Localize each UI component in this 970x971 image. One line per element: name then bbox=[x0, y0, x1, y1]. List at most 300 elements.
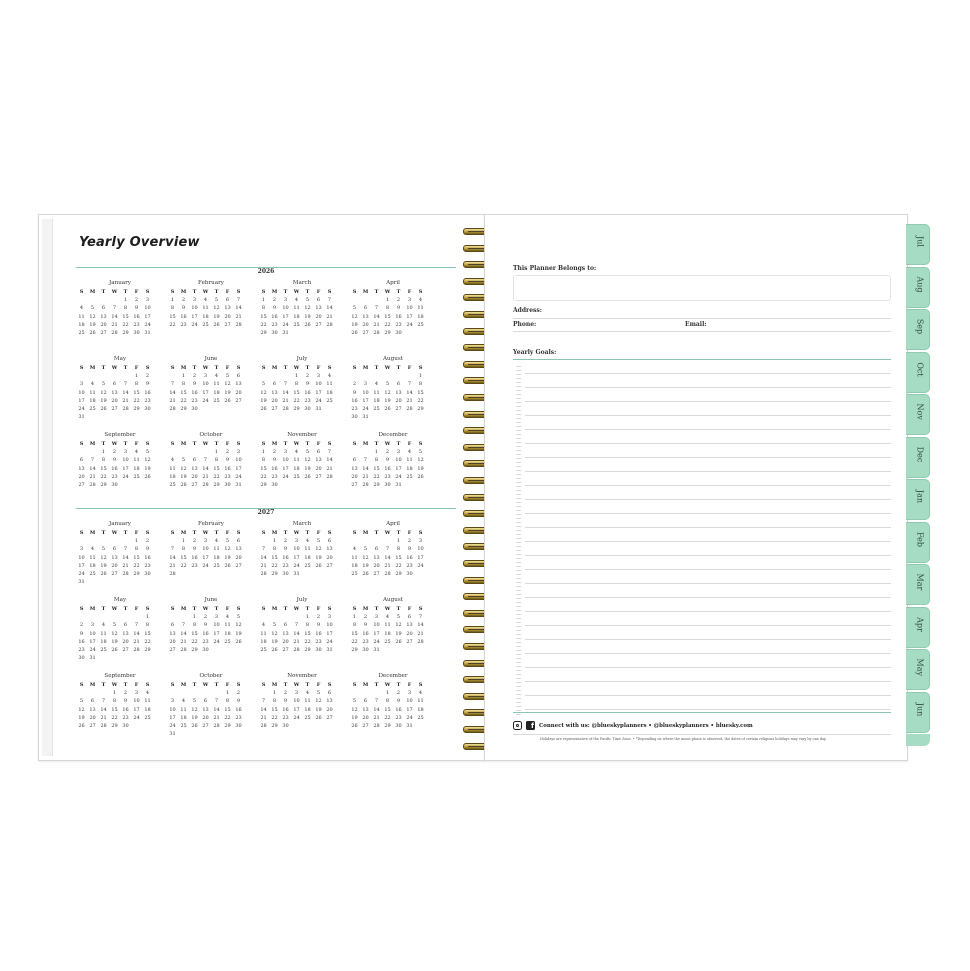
day-number: 1 bbox=[385, 690, 390, 696]
weekday-letter: T bbox=[101, 441, 106, 447]
month-calendar bbox=[349, 596, 437, 672]
weekday-letter: T bbox=[192, 606, 197, 612]
day-number: 22 bbox=[260, 473, 267, 480]
day-number: 25 bbox=[133, 473, 140, 480]
weekday-letter: F bbox=[316, 441, 321, 447]
goal-line[interactable] bbox=[525, 471, 891, 472]
day-number: 13 bbox=[111, 389, 118, 396]
day-number: 24 bbox=[122, 473, 129, 480]
day-number: 18 bbox=[293, 313, 300, 320]
month-tab[interactable] bbox=[906, 607, 930, 648]
month-tab[interactable] bbox=[906, 267, 930, 308]
day-number: 13 bbox=[271, 389, 278, 396]
goal-line[interactable] bbox=[525, 499, 891, 500]
day-number: 19 bbox=[100, 562, 107, 569]
day-grid bbox=[349, 372, 437, 422]
weekday-letter: S bbox=[145, 606, 150, 612]
day-number: 24 bbox=[293, 714, 300, 721]
day-number: 13 bbox=[78, 465, 85, 472]
weekday-letter: S bbox=[236, 365, 241, 371]
day-number: 23 bbox=[362, 638, 369, 645]
day-number: 6 bbox=[90, 698, 95, 705]
weekday-letter: S bbox=[236, 441, 241, 447]
day-number: 27 bbox=[224, 321, 231, 328]
weekday-letter: F bbox=[407, 682, 412, 688]
day-number: 25 bbox=[213, 397, 220, 404]
month-name: June bbox=[204, 356, 218, 362]
goal-line[interactable] bbox=[525, 709, 891, 710]
day-number: 19 bbox=[417, 465, 424, 472]
day-number: 6 bbox=[316, 449, 321, 455]
day-number: 13 bbox=[406, 622, 413, 629]
day-number: 29 bbox=[180, 406, 187, 413]
day-number: 24 bbox=[373, 638, 380, 645]
day-number: 7 bbox=[327, 449, 332, 455]
day-number: 29 bbox=[133, 571, 140, 578]
month-name: May bbox=[113, 597, 127, 603]
weekday-letter: S bbox=[79, 365, 84, 371]
day-number: 22 bbox=[180, 562, 187, 569]
weekday-header bbox=[167, 605, 255, 613]
day-number: 19 bbox=[362, 562, 369, 569]
day-number: 10 bbox=[293, 698, 300, 705]
day-number: 10 bbox=[202, 546, 209, 553]
empty-day bbox=[178, 613, 189, 621]
goal-line[interactable] bbox=[525, 583, 891, 584]
day-number: 7 bbox=[170, 546, 175, 553]
weekday-letter: W bbox=[293, 289, 300, 295]
day-number: 7 bbox=[385, 546, 390, 553]
day-number: 1 bbox=[374, 449, 379, 455]
weekday-letter: S bbox=[170, 289, 175, 295]
day-grid bbox=[76, 537, 164, 587]
day-number: 12 bbox=[351, 313, 358, 320]
goal-line[interactable] bbox=[525, 625, 891, 626]
day-number: 24 bbox=[417, 562, 424, 569]
day-number: 22 bbox=[417, 397, 424, 404]
day-number: 17 bbox=[417, 554, 424, 561]
day-number: 15 bbox=[417, 389, 424, 396]
weekday-letter: S bbox=[170, 441, 175, 447]
empty-day bbox=[349, 537, 360, 545]
day-number: 19 bbox=[351, 714, 358, 721]
day-number: 6 bbox=[236, 538, 241, 544]
day-number: 7 bbox=[418, 614, 423, 620]
day-number: 2 bbox=[112, 449, 117, 455]
day-number: 20 bbox=[326, 706, 333, 713]
day-number: 2 bbox=[192, 538, 197, 544]
day-number: 10 bbox=[89, 630, 96, 637]
day-number: 2 bbox=[79, 622, 84, 629]
goal-line[interactable] bbox=[525, 569, 891, 570]
day-number: 2 bbox=[145, 538, 150, 544]
day-number: 10 bbox=[395, 457, 402, 464]
goal-line[interactable] bbox=[525, 443, 891, 444]
day-number: 15 bbox=[384, 313, 391, 320]
day-number: 4 bbox=[134, 449, 139, 455]
day-number: 28 bbox=[122, 406, 129, 413]
month-tab[interactable] bbox=[906, 352, 930, 393]
day-number: 18 bbox=[169, 473, 176, 480]
day-number: 20 bbox=[271, 397, 278, 404]
weekday-header bbox=[349, 605, 437, 613]
month-tab[interactable] bbox=[906, 649, 930, 690]
day-number: 29 bbox=[100, 482, 107, 489]
day-number: 6 bbox=[236, 373, 241, 379]
empty-day bbox=[76, 372, 87, 380]
owner-name-field[interactable] bbox=[513, 275, 891, 301]
weekday-letter: F bbox=[316, 289, 321, 295]
weekday-letter: S bbox=[79, 606, 84, 612]
day-number: 6 bbox=[327, 538, 332, 544]
day-number: 4 bbox=[90, 546, 95, 553]
day-number: 9 bbox=[134, 305, 139, 312]
day-number: 17 bbox=[293, 554, 300, 561]
day-number: 10 bbox=[78, 554, 85, 561]
empty-day bbox=[120, 372, 131, 380]
weekday-letter: T bbox=[214, 530, 219, 536]
day-number: 22 bbox=[224, 714, 231, 721]
month-tab-label: Sep bbox=[915, 318, 925, 335]
day-number: 10 bbox=[282, 305, 289, 312]
weekday-letter: F bbox=[407, 606, 412, 612]
day-number: 6 bbox=[192, 457, 197, 464]
day-number: 25 bbox=[304, 714, 311, 721]
day-number: 4 bbox=[225, 614, 230, 620]
day-number: 10 bbox=[406, 698, 413, 705]
day-number: 9 bbox=[181, 305, 186, 312]
weekday-letter: M bbox=[362, 530, 369, 536]
day-number: 15 bbox=[122, 313, 129, 320]
weekday-letter: T bbox=[192, 365, 197, 371]
weekday-letter: M bbox=[89, 606, 96, 612]
day-number: 8 bbox=[374, 457, 379, 464]
empty-day bbox=[76, 613, 87, 621]
day-number: 3 bbox=[407, 690, 412, 696]
month-tab[interactable] bbox=[906, 394, 930, 435]
goal-line[interactable] bbox=[525, 457, 891, 458]
day-number: 26 bbox=[180, 482, 187, 489]
empty-day bbox=[382, 372, 393, 380]
day-number: 23 bbox=[144, 397, 151, 404]
day-number: 21 bbox=[213, 714, 220, 721]
goal-line[interactable] bbox=[525, 513, 891, 514]
day-number: 27 bbox=[362, 330, 369, 337]
day-number: 13 bbox=[224, 305, 231, 312]
weekday-letter: W bbox=[293, 530, 300, 536]
goal-line[interactable] bbox=[525, 401, 891, 402]
goal-line[interactable] bbox=[525, 639, 891, 640]
address-line[interactable] bbox=[513, 318, 891, 319]
month-tab[interactable] bbox=[906, 479, 930, 520]
day-grid bbox=[167, 613, 255, 654]
day-number: 11 bbox=[169, 465, 176, 472]
day-number: 25 bbox=[260, 647, 267, 654]
day-number: 30 bbox=[191, 406, 198, 413]
day-number: 18 bbox=[89, 562, 96, 569]
day-number: 27 bbox=[169, 647, 176, 654]
day-number: 5 bbox=[112, 622, 117, 629]
weekday-letter: T bbox=[374, 606, 379, 612]
month-tab[interactable] bbox=[906, 522, 930, 563]
day-number: 26 bbox=[224, 397, 231, 404]
day-number: 27 bbox=[89, 723, 96, 730]
day-number: 4 bbox=[305, 538, 310, 544]
day-number: 20 bbox=[351, 473, 358, 480]
weekday-letter: S bbox=[352, 365, 357, 371]
day-number: 4 bbox=[352, 546, 357, 553]
weekday-letter: F bbox=[225, 530, 230, 536]
month-tab[interactable] bbox=[906, 224, 930, 265]
month-name: April bbox=[386, 521, 400, 527]
day-number: 23 bbox=[282, 562, 289, 569]
empty-day bbox=[280, 372, 291, 380]
day-number: 25 bbox=[351, 571, 358, 578]
day-number: 15 bbox=[169, 313, 176, 320]
day-grid bbox=[258, 448, 346, 489]
month-name: June bbox=[204, 597, 218, 603]
day-number: 26 bbox=[395, 638, 402, 645]
empty-day bbox=[371, 537, 382, 545]
day-number: 14 bbox=[326, 457, 333, 464]
day-number: 28 bbox=[235, 321, 242, 328]
month-calendar bbox=[167, 279, 255, 355]
day-number: 11 bbox=[89, 554, 96, 561]
goal-line[interactable] bbox=[525, 429, 891, 430]
day-number: 30 bbox=[315, 647, 322, 654]
weekday-header bbox=[349, 364, 437, 372]
day-number: 15 bbox=[304, 630, 311, 637]
day-number: 2 bbox=[192, 373, 197, 379]
month-tab[interactable] bbox=[906, 564, 930, 605]
day-number: 29 bbox=[395, 571, 402, 578]
day-number: 16 bbox=[144, 554, 151, 561]
day-number: 14 bbox=[202, 465, 209, 472]
day-number: 16 bbox=[271, 465, 278, 472]
goal-line[interactable] bbox=[525, 541, 891, 542]
day-number: 8 bbox=[101, 457, 106, 464]
day-number: 18 bbox=[417, 313, 424, 320]
day-number: 10 bbox=[282, 457, 289, 464]
weekday-letter: T bbox=[123, 682, 128, 688]
weekday-letter: S bbox=[261, 682, 266, 688]
day-number: 22 bbox=[100, 473, 107, 480]
weekday-letter: M bbox=[89, 441, 96, 447]
day-number: 20 bbox=[235, 554, 242, 561]
goal-line[interactable] bbox=[525, 611, 891, 612]
day-number: 28 bbox=[202, 482, 209, 489]
weekday-letter: M bbox=[271, 289, 278, 295]
day-number: 2 bbox=[352, 381, 357, 388]
day-number: 14 bbox=[235, 305, 242, 312]
day-number: 7 bbox=[214, 698, 219, 705]
weekday-header bbox=[258, 440, 346, 448]
day-number: 1 bbox=[123, 297, 128, 303]
day-number: 30 bbox=[271, 482, 278, 489]
day-number: 9 bbox=[283, 546, 288, 553]
day-number: 23 bbox=[271, 321, 278, 328]
day-number: 30 bbox=[351, 414, 358, 421]
day-number: 12 bbox=[224, 546, 231, 553]
day-number: 29 bbox=[304, 647, 311, 654]
empty-day bbox=[269, 613, 280, 621]
day-number: 1 bbox=[272, 538, 277, 544]
goal-line[interactable] bbox=[525, 373, 891, 374]
day-number: 5 bbox=[90, 305, 95, 312]
day-number: 28 bbox=[282, 406, 289, 413]
day-number: 2 bbox=[283, 690, 288, 696]
day-number: 13 bbox=[326, 698, 333, 705]
day-number: 26 bbox=[100, 406, 107, 413]
day-number: 12 bbox=[362, 554, 369, 561]
weekday-letter: T bbox=[192, 530, 197, 536]
day-number: 3 bbox=[203, 373, 208, 379]
day-number: 22 bbox=[122, 321, 129, 328]
day-number: 15 bbox=[224, 706, 231, 713]
day-number: 19 bbox=[144, 465, 151, 472]
day-number: 19 bbox=[315, 554, 322, 561]
month-calendar bbox=[167, 520, 255, 596]
day-number: 21 bbox=[260, 562, 267, 569]
empty-day bbox=[360, 537, 371, 545]
day-number: 28 bbox=[133, 647, 140, 654]
goals-top-rule bbox=[513, 359, 891, 360]
day-number: 9 bbox=[272, 457, 277, 464]
weekday-letter: S bbox=[79, 289, 84, 295]
empty-day bbox=[178, 689, 189, 697]
day-number: 5 bbox=[305, 297, 310, 303]
empty-day bbox=[349, 296, 360, 304]
day-number: 18 bbox=[417, 706, 424, 713]
day-number: 4 bbox=[214, 538, 219, 544]
day-number: 12 bbox=[144, 457, 151, 464]
day-number: 11 bbox=[89, 389, 96, 396]
day-grid bbox=[167, 689, 255, 739]
day-number: 25 bbox=[213, 562, 220, 569]
weekday-letter: W bbox=[293, 682, 300, 688]
day-number: 6 bbox=[203, 698, 208, 705]
empty-day bbox=[120, 537, 131, 545]
goal-line[interactable] bbox=[525, 555, 891, 556]
day-number: 31 bbox=[373, 647, 380, 654]
day-number: 9 bbox=[79, 630, 84, 637]
day-number: 19 bbox=[224, 554, 231, 561]
empty-day bbox=[87, 613, 98, 621]
belongs-to-label: This Planner Belongs to: bbox=[513, 265, 597, 272]
day-number: 26 bbox=[384, 406, 391, 413]
goal-line[interactable] bbox=[525, 681, 891, 682]
weekday-letter: S bbox=[327, 365, 332, 371]
weekday-letter: T bbox=[101, 530, 106, 536]
month-tab[interactable] bbox=[906, 437, 930, 478]
empty-day bbox=[280, 613, 291, 621]
weekday-letter: S bbox=[327, 530, 332, 536]
day-number: 1 bbox=[272, 690, 277, 696]
day-number: 15 bbox=[293, 389, 300, 396]
empty-day bbox=[167, 537, 178, 545]
goal-line[interactable] bbox=[525, 667, 891, 668]
day-number: 22 bbox=[373, 473, 380, 480]
day-number: 6 bbox=[79, 457, 84, 464]
day-number: 29 bbox=[384, 330, 391, 337]
day-number: 22 bbox=[384, 321, 391, 328]
empty-day bbox=[109, 613, 120, 621]
weekday-letter: S bbox=[352, 530, 357, 536]
goal-line[interactable] bbox=[525, 653, 891, 654]
weekday-letter: M bbox=[271, 365, 278, 371]
month-tab-label: Oct bbox=[915, 361, 925, 377]
weekday-header bbox=[258, 605, 346, 613]
goal-line[interactable] bbox=[525, 597, 891, 598]
day-number: 12 bbox=[191, 706, 198, 713]
day-number: 2 bbox=[407, 538, 412, 544]
empty-day bbox=[404, 372, 415, 380]
weekday-letter: T bbox=[283, 606, 288, 612]
day-number: 20 bbox=[235, 389, 242, 396]
day-number: 13 bbox=[351, 465, 358, 472]
month-name: December bbox=[378, 432, 408, 438]
weekday-letter: W bbox=[202, 606, 209, 612]
goal-line[interactable] bbox=[525, 485, 891, 486]
month-name: February bbox=[198, 521, 224, 527]
day-number: 23 bbox=[144, 562, 151, 569]
day-number: 17 bbox=[169, 714, 176, 721]
day-number: 18 bbox=[260, 638, 267, 645]
day-number: 24 bbox=[202, 397, 209, 404]
day-number: 5 bbox=[192, 698, 197, 705]
day-number: 10 bbox=[202, 381, 209, 388]
month-calendar bbox=[349, 520, 437, 596]
day-number: 4 bbox=[261, 622, 266, 629]
empty-day bbox=[87, 537, 98, 545]
day-number: 30 bbox=[395, 330, 402, 337]
day-number: 6 bbox=[112, 546, 117, 553]
day-number: 3 bbox=[294, 690, 299, 696]
day-number: 27 bbox=[315, 321, 322, 328]
day-number: 23 bbox=[315, 638, 322, 645]
weekday-letter: F bbox=[134, 530, 139, 536]
goal-line[interactable] bbox=[525, 695, 891, 696]
day-number: 18 bbox=[351, 562, 358, 569]
month-tab[interactable] bbox=[906, 692, 930, 733]
weekday-letter: F bbox=[134, 682, 139, 688]
day-number: 8 bbox=[261, 305, 266, 312]
day-number: 18 bbox=[213, 389, 220, 396]
day-number: 29 bbox=[191, 647, 198, 654]
weekday-letter: W bbox=[293, 365, 300, 371]
goal-line[interactable] bbox=[525, 415, 891, 416]
day-number: 23 bbox=[191, 397, 198, 404]
weekday-letter: S bbox=[327, 606, 332, 612]
day-number: 19 bbox=[224, 389, 231, 396]
weekday-letter: T bbox=[305, 365, 310, 371]
weekday-letter: S bbox=[145, 682, 150, 688]
day-number: 10 bbox=[326, 622, 333, 629]
day-number: 11 bbox=[304, 698, 311, 705]
weekday-letter: M bbox=[89, 365, 96, 371]
phone-email-line[interactable] bbox=[513, 331, 891, 332]
empty-day bbox=[98, 372, 109, 380]
day-number: 20 bbox=[326, 554, 333, 561]
day-number: 8 bbox=[181, 381, 186, 388]
weekday-letter: F bbox=[407, 365, 412, 371]
empty-day bbox=[109, 372, 120, 380]
day-number: 5 bbox=[261, 381, 266, 388]
month-tab[interactable] bbox=[906, 309, 930, 350]
goal-line[interactable] bbox=[525, 527, 891, 528]
goal-line[interactable] bbox=[525, 387, 891, 388]
month-calendar bbox=[76, 431, 164, 507]
